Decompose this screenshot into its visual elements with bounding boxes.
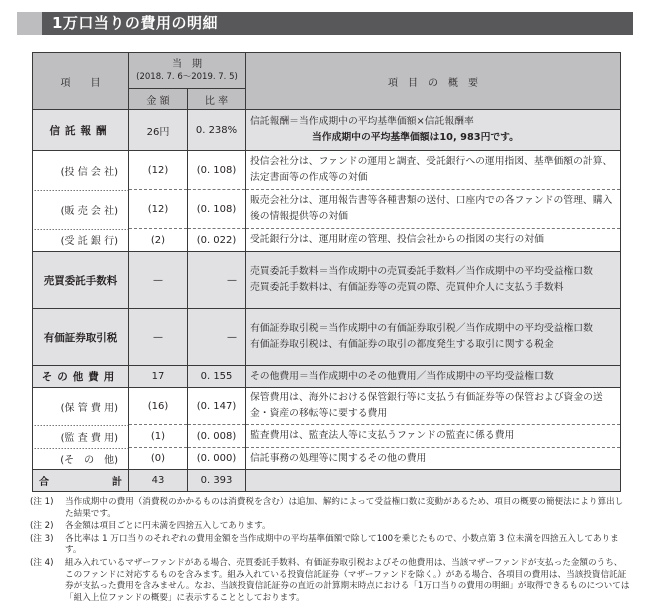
expense-table bbox=[32, 52, 621, 492]
row-item: (保 管 費 用) bbox=[33, 388, 129, 425]
row-amount: — bbox=[129, 252, 188, 309]
footnote-label: (注 2) bbox=[30, 521, 54, 532]
row-description: 保管費用は、海外における保管銀行等に支払う有価証券等の保管および資金の送金・資産の移転等に要する費用 bbox=[246, 388, 621, 425]
footnote bbox=[30, 558, 630, 604]
total-label: 合 計 bbox=[33, 470, 129, 492]
table-row bbox=[33, 388, 621, 425]
row-amount: (0) bbox=[129, 448, 188, 470]
row-description: 監査費用は、監査法人等に支払うファンドの監査に係る費用 bbox=[246, 425, 621, 448]
row-description: 投信会社分は、ファンドの運用と調査、受託銀行への運用指図、基準価額の計算、法定書面等の作成等の対価 bbox=[246, 151, 621, 190]
header-description: 項 目 の 概 要 bbox=[246, 53, 621, 110]
total-ratio: 0. 393 bbox=[188, 470, 246, 492]
title-accent-block bbox=[17, 12, 42, 35]
row-ratio: (0. 108) bbox=[188, 190, 246, 229]
footnote bbox=[30, 497, 630, 520]
total-row bbox=[33, 470, 621, 492]
row-ratio: (0. 000) bbox=[188, 448, 246, 470]
table-row bbox=[33, 190, 621, 229]
row-ratio: 0. 238% bbox=[188, 110, 246, 151]
row-amount: (1) bbox=[129, 425, 188, 448]
total-description bbox=[246, 470, 621, 492]
formula-text: 有価証券取引税＝当作成期中の有価証券取引税／当作成期中の平均受益権口数 bbox=[250, 323, 593, 334]
header-item: 項 目 bbox=[33, 53, 129, 110]
header-period-label: 当 期 bbox=[172, 58, 202, 70]
table-row bbox=[33, 151, 621, 190]
footnotes bbox=[30, 497, 630, 605]
row-ratio: 0. 155 bbox=[188, 366, 246, 388]
row-ratio: (0. 008) bbox=[188, 425, 246, 448]
row-ratio: — bbox=[188, 252, 246, 309]
footnote-text: 当作成期中の費用（消費税のかかるものは消費税を含む）は追加、解約によって受益権口数に変動があるため、項目の概要の簡便法により算出した結果です。 bbox=[65, 497, 624, 519]
footnote-label: (注 4) bbox=[30, 557, 54, 568]
row-item: その他費用 bbox=[33, 366, 129, 388]
row-item: (販 売 会 社) bbox=[33, 190, 129, 229]
row-amount: 17 bbox=[129, 366, 188, 388]
row-item: (そ の 他) bbox=[33, 448, 129, 470]
row-item: 売買委託手数料 bbox=[33, 252, 129, 309]
header-amount: 金 額 bbox=[129, 89, 188, 110]
explanation-text: 有価証券取引税は、有価証券の取引の都度発生する取引に関する税金 bbox=[250, 339, 554, 350]
row-ratio: — bbox=[188, 309, 246, 366]
row-ratio: (0. 147) bbox=[188, 388, 246, 425]
table-row bbox=[33, 229, 621, 252]
row-description: その他費用＝当作成期中のその他費用／当作成期中の平均受益権口数 bbox=[246, 366, 621, 388]
total-amount: 43 bbox=[129, 470, 188, 492]
table-row bbox=[33, 425, 621, 448]
table-row bbox=[33, 309, 621, 366]
row-description: 販売会社分は、運用報告書等各種書類の送付、口座内での各ファンドの管理、購入後の情報提供等の対価 bbox=[246, 190, 621, 229]
footnote-text: 各比率は 1 万口当りのそれぞれの費用金額を当作成期中の平均基準価額で除して100を乗じたもので、小数点第 3 位未満を四捨五入してあります。 bbox=[65, 533, 619, 556]
row-item: (受 託 銀 行) bbox=[33, 229, 129, 252]
row-amount: (12) bbox=[129, 151, 188, 190]
footnote-label: (注 1) bbox=[30, 497, 54, 507]
row-item: (監 査 費 用) bbox=[33, 425, 129, 448]
row-description: 受託銀行分は、運用財産の管理、投信会社からの指図の実行の対価 bbox=[246, 229, 621, 252]
average-nav-note: 当作成期中の平均基準価額は10, 983円です。 bbox=[312, 132, 519, 143]
header-period bbox=[129, 53, 246, 89]
table-row bbox=[33, 366, 621, 388]
row-description bbox=[246, 252, 621, 309]
table-row bbox=[33, 448, 621, 470]
row-amount: (12) bbox=[129, 190, 188, 229]
row-item: 有価証券取引税 bbox=[33, 309, 129, 366]
row-amount: — bbox=[129, 309, 188, 366]
table-row bbox=[33, 110, 621, 151]
footnote-text: 各金額は項目ごとに円未満を四捨五入してあります。 bbox=[65, 521, 271, 532]
row-ratio: (0. 108) bbox=[188, 151, 246, 190]
row-item: (投 信 会 社) bbox=[33, 151, 129, 190]
formula-text: 売買委託手数料＝当作成期中の売買委託手数料／当作成期中の平均受益権口数 bbox=[250, 266, 593, 277]
header-ratio: 比 率 bbox=[188, 89, 246, 110]
footnote-text: 組み入れているマザーファンドがある場合、売買委託手数料、有価証券取引税およびその他費用は、当該マザーファンドが支払った金額のうち、このファンドに対応するものを含みます。組み入れている投資信託証券（マザーファンドを除く。）がある場合、各項目の費用は、当該投資信託証券が支払った費用を含みません。なお、当該投資信託証券の直近の計算期末時点における「1万口当りの費用の明細」が取得できるものについては「組入上位ファンドの概要」に表示することとしております。 bbox=[65, 557, 630, 603]
row-amount: (16) bbox=[129, 388, 188, 425]
explanation-text: 売買委託手数料は、有価証券等の売買の際、売買仲介人に支払う手数料 bbox=[250, 282, 564, 293]
table-row bbox=[33, 252, 621, 309]
footnote bbox=[30, 521, 630, 533]
header-period-range: (2018. 7. 6～2019. 7. 5) bbox=[136, 71, 238, 82]
row-description: 信託報酬＝当作成期中の平均基準価額×信託報酬率 当作成期中の平均基準価額は10, 983円です。 bbox=[246, 110, 621, 151]
row-ratio: (0. 022) bbox=[188, 229, 246, 252]
row-item: 信託報酬 bbox=[33, 110, 129, 151]
section-title-bar bbox=[17, 12, 633, 35]
footnote-label: (注 3) bbox=[30, 533, 54, 544]
footnote bbox=[30, 534, 630, 557]
row-amount: 26円 bbox=[129, 110, 188, 151]
row-description bbox=[246, 309, 621, 366]
row-description: 信託事務の処理等に関するその他の費用 bbox=[246, 448, 621, 470]
section-title: 1万口当りの費用の明細 bbox=[42, 12, 633, 35]
row-amount: (2) bbox=[129, 229, 188, 252]
